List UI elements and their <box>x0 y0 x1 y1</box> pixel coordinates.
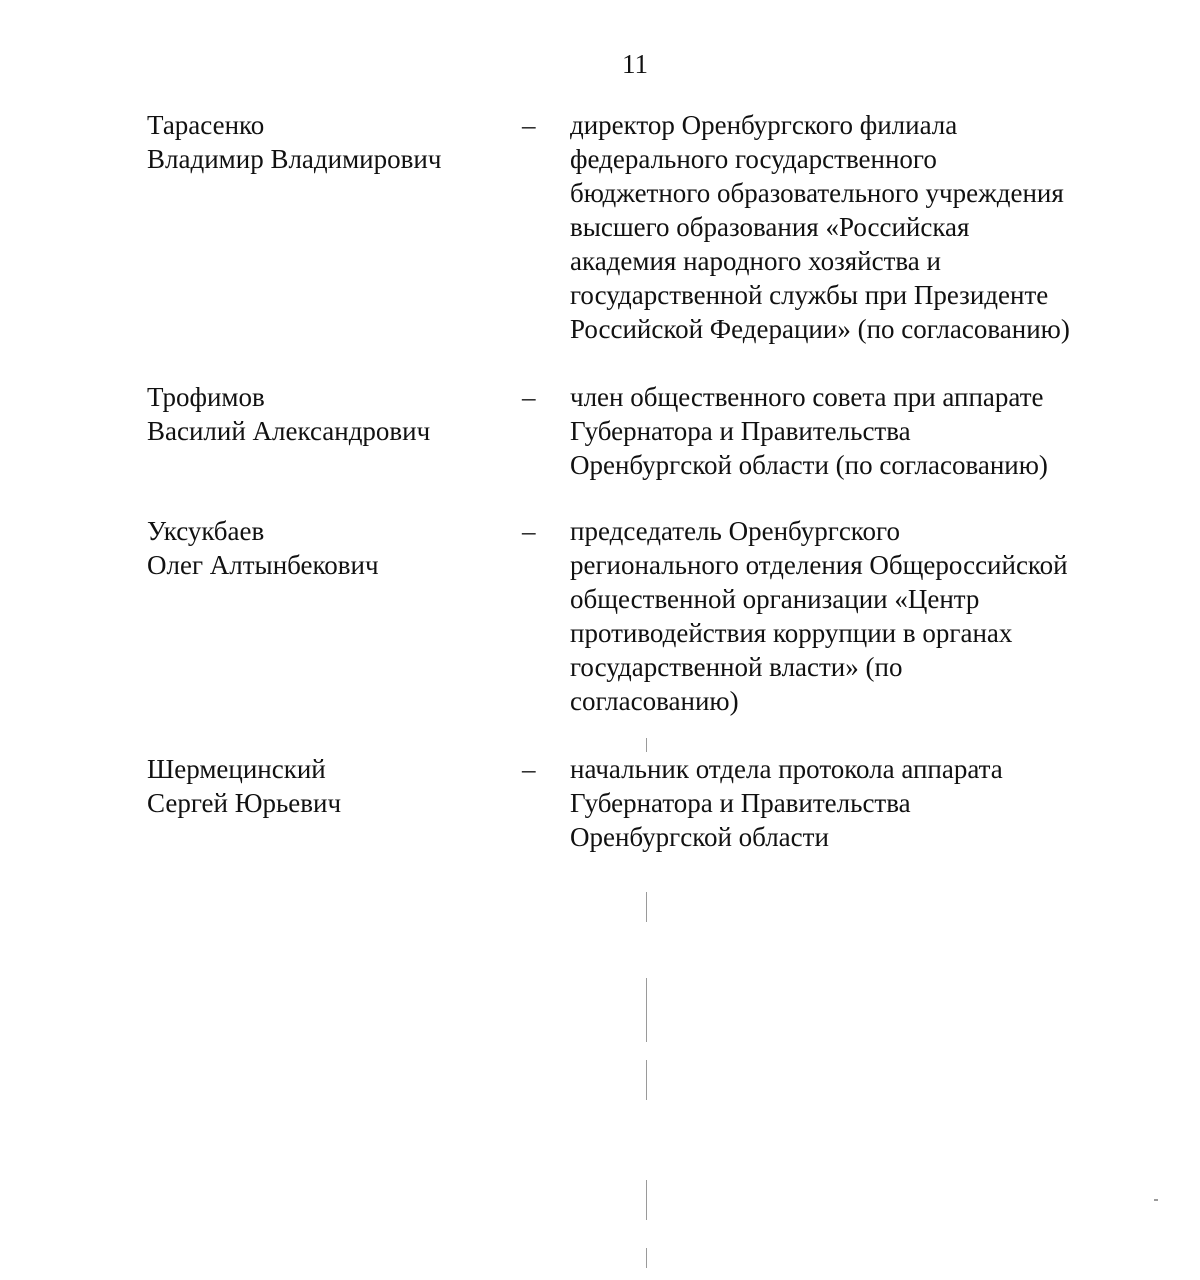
position-line: председатель Оренбургского <box>570 516 900 546</box>
page-number: 11 <box>622 49 648 79</box>
scan-artifact <box>646 892 647 922</box>
position-line: государственной службы при Президенте <box>570 280 1049 310</box>
position-line: противодействия коррупции в органах <box>570 618 1013 648</box>
separator-dash: – <box>522 110 536 140</box>
scan-artifact <box>646 978 647 1042</box>
scan-artifact <box>1154 1199 1158 1201</box>
member-surname: Трофимов <box>147 382 265 412</box>
scan-artifact <box>646 1060 647 1100</box>
member-position <box>570 380 1170 482</box>
position-line: федерального государственного <box>570 144 937 174</box>
member-given-names: Олег Алтынбекович <box>147 550 379 580</box>
member-surname: Тарасенко <box>147 110 265 140</box>
member-name <box>147 752 517 820</box>
position-line: бюджетного образовательного учреждения <box>570 178 1064 208</box>
separator-dash: – <box>522 382 536 412</box>
separator-dash: – <box>522 754 536 784</box>
position-line: государственной власти» (по <box>570 652 903 682</box>
position-line: Оренбургской области <box>570 822 829 852</box>
member-name <box>147 108 517 176</box>
position-line: директор Оренбургского филиала <box>570 110 958 140</box>
position-line: член общественного совета при аппарате <box>570 382 1044 412</box>
position-line: начальник отдела протокола аппарата <box>570 754 1003 784</box>
position-line: согласованию) <box>570 686 739 716</box>
position-line: Губернатора и Правительства <box>570 788 911 818</box>
member-position <box>570 514 1170 718</box>
member-given-names: Владимир Владимирович <box>147 144 442 174</box>
member-surname: Шермецинский <box>147 754 326 784</box>
member-given-names: Сергей Юрьевич <box>147 788 342 818</box>
position-line: Оренбургской области (по согласованию) <box>570 450 1048 480</box>
member-position <box>570 108 1170 346</box>
scan-artifact <box>646 1248 647 1268</box>
member-given-names: Василий Александрович <box>147 416 431 446</box>
member-name <box>147 380 517 448</box>
position-line: регионального отделения Общероссийской <box>570 550 1068 580</box>
position-line: общественной организации «Центр <box>570 584 980 614</box>
member-position <box>570 752 1170 854</box>
scan-artifact <box>646 738 647 752</box>
member-surname: Уксукбаев <box>147 516 265 546</box>
position-line: Российской Федерации» (по согласованию) <box>570 314 1070 344</box>
separator-dash: – <box>522 516 536 546</box>
scan-artifact <box>646 1180 647 1220</box>
position-line: академия народного хозяйства и <box>570 246 941 276</box>
member-name <box>147 514 517 582</box>
position-line: высшего образования «Российская <box>570 212 970 242</box>
position-line: Губернатора и Правительства <box>570 416 911 446</box>
